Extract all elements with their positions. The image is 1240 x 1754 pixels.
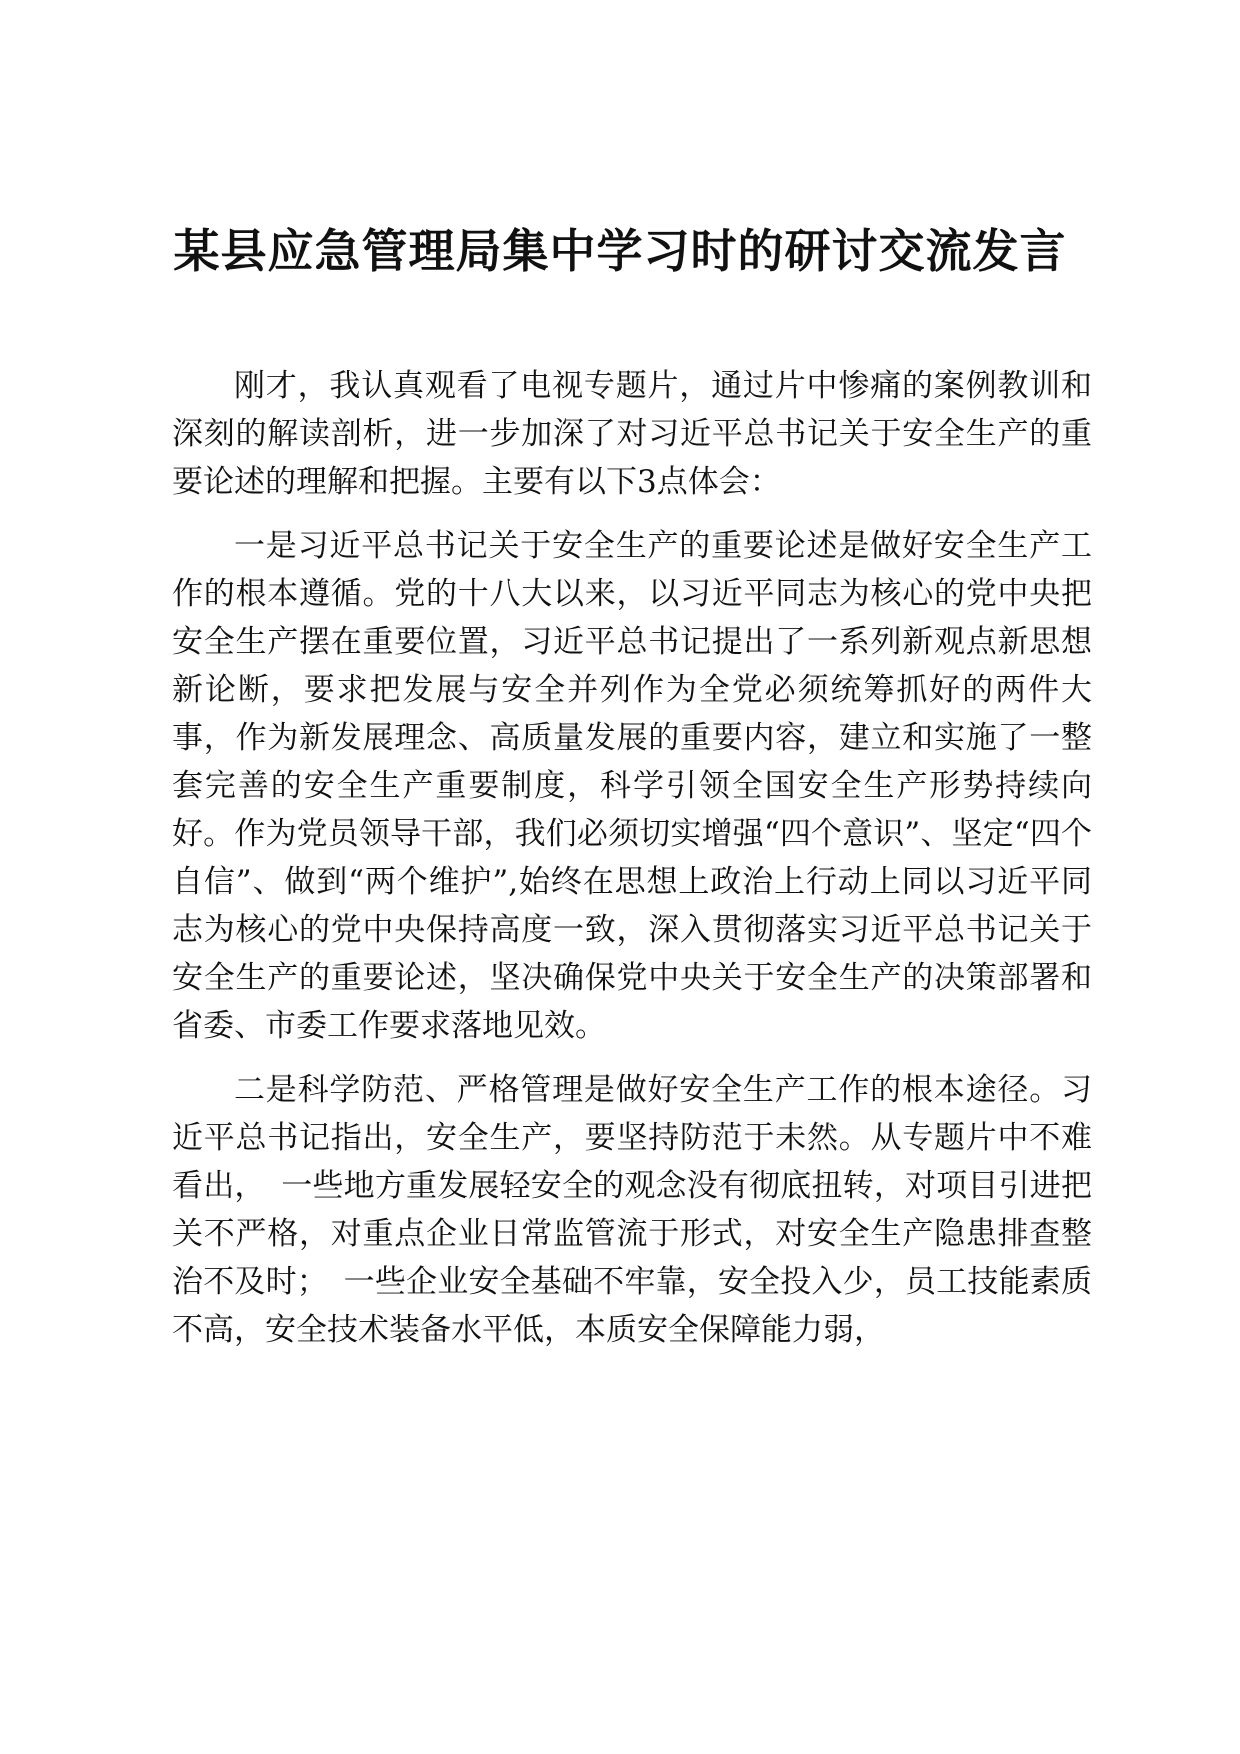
paragraph-point-two: 二是科学防范、严格管理是做好安全生产工作的根本途径。习近平总书记指出，安全生产，要坚持防范于未然。从专题片中不难看出， 一些地方重发展轻安全的观念没有彻底扭转，对项目引进把关不严格，对重点企业日常监管流于形式，对安全生产隐患排查整治不及时； 一些企业安全基础不牢靠，安全投入少，员工技能素质不高，安全技术装备水平低，本质安全保障能力弱， (172, 1072, 1092, 1348)
document-title: 某县应急管理局集中学习时的研讨交流发言 (173, 224, 1067, 278)
paragraph-point-one: 一是习近平总书记关于安全生产的重要论述是做好安全生产工作的根本遵循。党的十八大以来，以习近平同志为核心的党中央把安全生产摆在重要位置，习近平总书记提出了一系列新观点新思想新论断，要求把发展与安全并列作为全党必须统筹抓好的两件大事，作为新发展理念、高质量发展的重要内容，建立和实施了一整套完善的安全生产重要制度，科学引领全国安全生产形势持续向好。作为党员领导干部，我们必须切实增强“四个意识”、坚定“四个自信”、做到“两个维护”,始终在思想上政治上行动上同以习近平同志为核心的党中央保持高度一致，深入贯彻落实习近平总书记关于安全生产的重要论述，坚决确保党中央关于安全生产的决策部署和省委、市委工作要求落地见效。 (172, 528, 1092, 1044)
paragraph-intro: 刚才，我认真观看了电视专题片，通过片中惨痛的案例教训和深刻的解读剖析，进一步加深了对习近平总书记关于安全生产的重要论述的理解和把握。主要有以下3点体会： (172, 368, 1092, 500)
document-body (172, 362, 1092, 1354)
